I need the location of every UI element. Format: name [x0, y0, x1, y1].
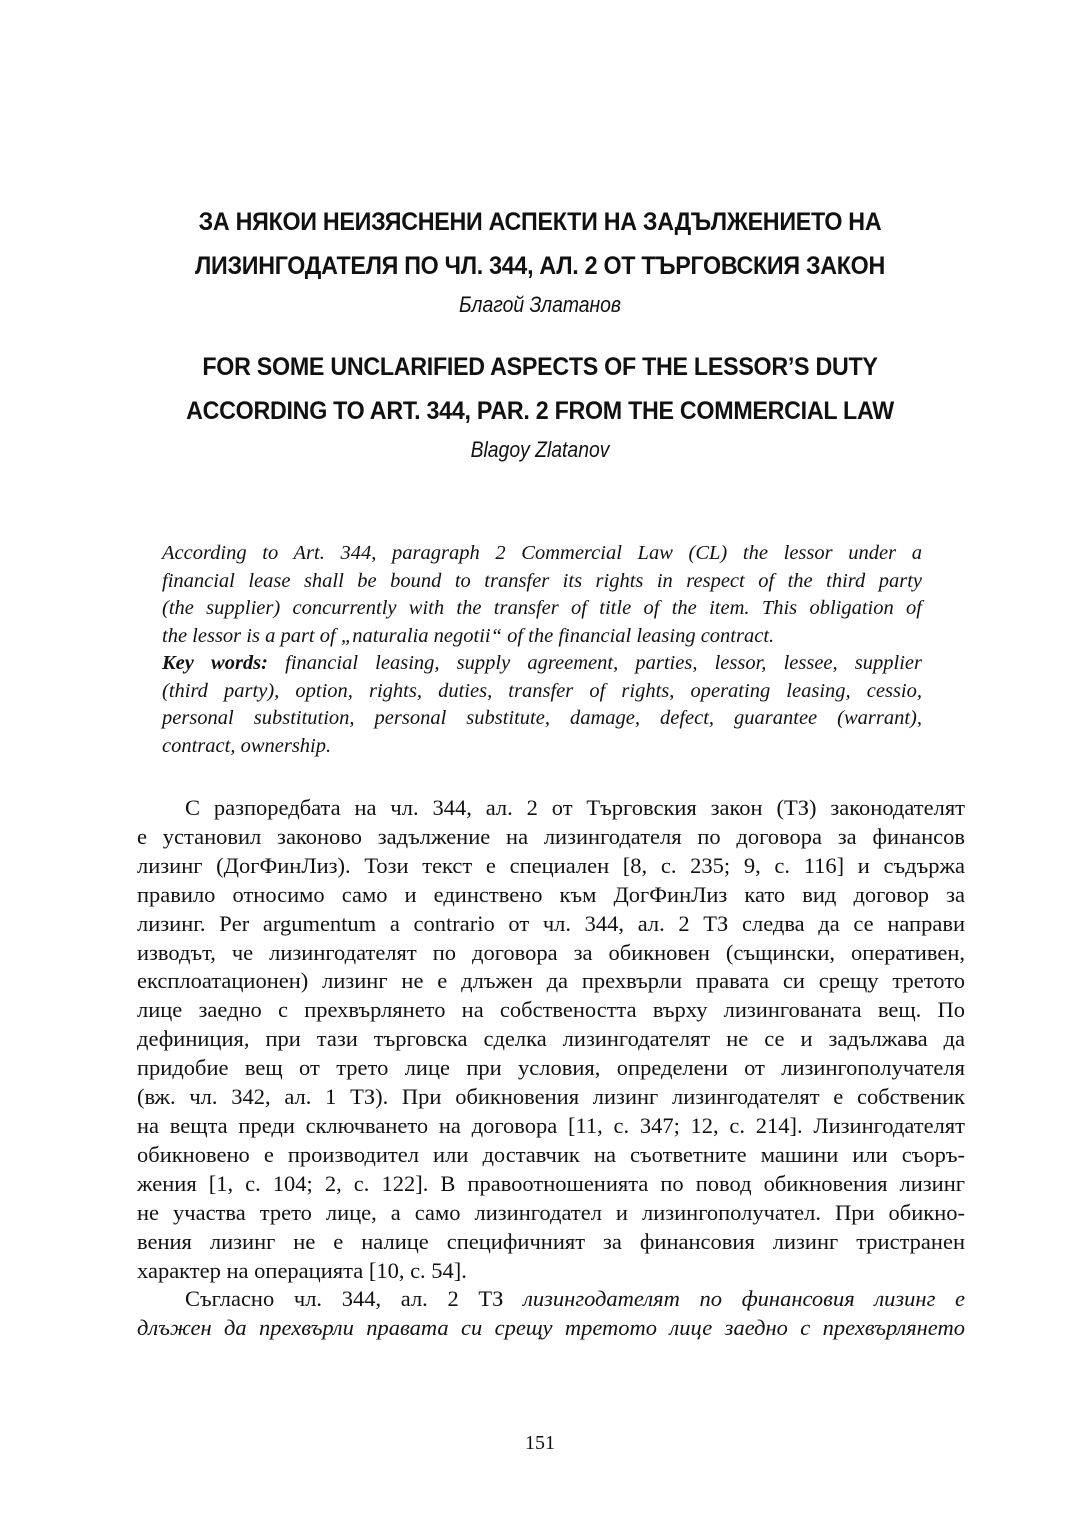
abstract: [162, 540, 922, 760]
english-title-line-1: FOR SOME UNCLARIFIED ASPECTS OF THE LESSOR’S DUTY: [202, 353, 878, 381]
paragraph-line: е установил законово задължение на лизингодателя по договора за финансов: [137, 823, 965, 849]
bulgarian-title-line-2: ЛИЗИНГОДАТЕЛЯ ПО ЧЛ. 344, АЛ. 2 ОТ ТЪРГОВСКИЯ ЗАКОН: [195, 252, 885, 280]
paragraph-line: правило относимо само и единствено към ДогФинЛиз като вид договор за: [137, 881, 965, 907]
paragraph-line: (вж. чл. 342, ал. 1 ТЗ). При обикновения лизинг лизингодателят е собственик: [137, 1084, 965, 1110]
paragraph-line: характер на операцията [10, с. 54].: [137, 1257, 467, 1283]
paragraph2-italic-text: лизингодателят по финансовия лизинг е: [523, 1286, 965, 1312]
paragraph-line: лизинг. Per argumentum a contrario от чл. 344, ал. 2 ТЗ следва да се направи: [137, 910, 965, 936]
keywords-line: (third party), option, rights, duties, transfer of rights, operating leasing, cessio,: [162, 679, 922, 702]
paragraph-line: изводът, че лизингодателят по договора за обикновен (същински, оперативен,: [137, 939, 965, 965]
paragraph-line: жения [1, с. 104; 2, с. 122]. В правоотношенията по повод обикновения лизинг: [137, 1170, 965, 1196]
bulgarian-author: Благой Златанов: [458, 292, 622, 317]
keywords-line: contract, ownership.: [162, 734, 332, 757]
bulgarian-title-block: [0, 200, 1080, 322]
keywords-line: personal substitution, personal substitute, damage, defect, guarantee (warrant),: [162, 707, 922, 729]
paragraph-line: вения лизинг не е налице специфичният за финансовия лизинг тристранен: [137, 1228, 965, 1254]
english-author: Blagoy Zlatanov: [470, 437, 610, 462]
paragraph-line: не участва трето лице, а само лизингодател и лизингополучател. При обикно-: [137, 1199, 965, 1225]
english-title-line-2: ACCORDING TO ART. 344, PAR. 2 FROM THE COMMERCIAL LAW: [186, 397, 894, 425]
keywords-label: Key words:: [162, 652, 268, 674]
paragraph-line: на вещта преди сключването на договора [11, с. 347; 12, с. 214]. Лизингодателят: [137, 1112, 965, 1138]
abstract-line: financial lease shall be bound to transfer its rights in respect of the third party: [162, 569, 922, 592]
paragraph-line: С разпоредбата на чл. 344, ал. 2 от Търговския закон (ТЗ) законодателят: [185, 795, 965, 820]
english-title-block: [0, 345, 1080, 467]
keywords-line: [162, 650, 922, 678]
paragraph-line: [137, 1285, 965, 1314]
page-number: 151: [525, 1432, 555, 1454]
bulgarian-title-line-1: ЗА НЯКОИ НЕИЗЯСНЕНИ АСПЕКТИ НА ЗАДЪЛЖЕНИЕТО НА: [198, 208, 882, 236]
keywords-text: financial leasing, supply agreement, parties, lessor, lessee, supplier: [267, 652, 922, 674]
abstract-line: (the supplier) concurrently with the transfer of title of the item. This obligation of: [162, 597, 922, 619]
paragraph-line: лице заедно с прехвърлянето на собствеността върху лизингованата вещ. По: [137, 997, 965, 1023]
paragraph-line: лизинг (ДогФинЛиз). Този текст е специален [8, с. 235; 9, с. 116] и съдържа: [137, 852, 965, 878]
abstract-line: According to Art. 344, paragraph 2 Commercial Law (CL) the lessor under a: [162, 542, 922, 564]
body-text: [137, 794, 965, 1343]
paragraph-line: длъжен да прехвърли правата си срещу третото лице заедно с прехвърлянето: [137, 1315, 965, 1341]
paragraph2-regular-text: Съгласно чл. 344, ал. 2 ТЗ: [185, 1286, 524, 1312]
abstract-line: the lessor is a part of „naturalia negotii“ of the financial leasing contract.: [162, 624, 775, 647]
paragraph-line: придобие вещ от трето лице при условия, определени от лизингополучателя: [137, 1055, 965, 1081]
paragraph-line: дефиниция, при тази търговска сделка лизингодателят не се и задължава да: [137, 1026, 965, 1052]
paragraph-line: експлоатационен) лизинг не е длъжен да прехвърли правата си срещу третото: [137, 968, 965, 994]
paragraph-line: обикновено е производител или доставчик на съответните машини или съоръ-: [137, 1141, 965, 1167]
